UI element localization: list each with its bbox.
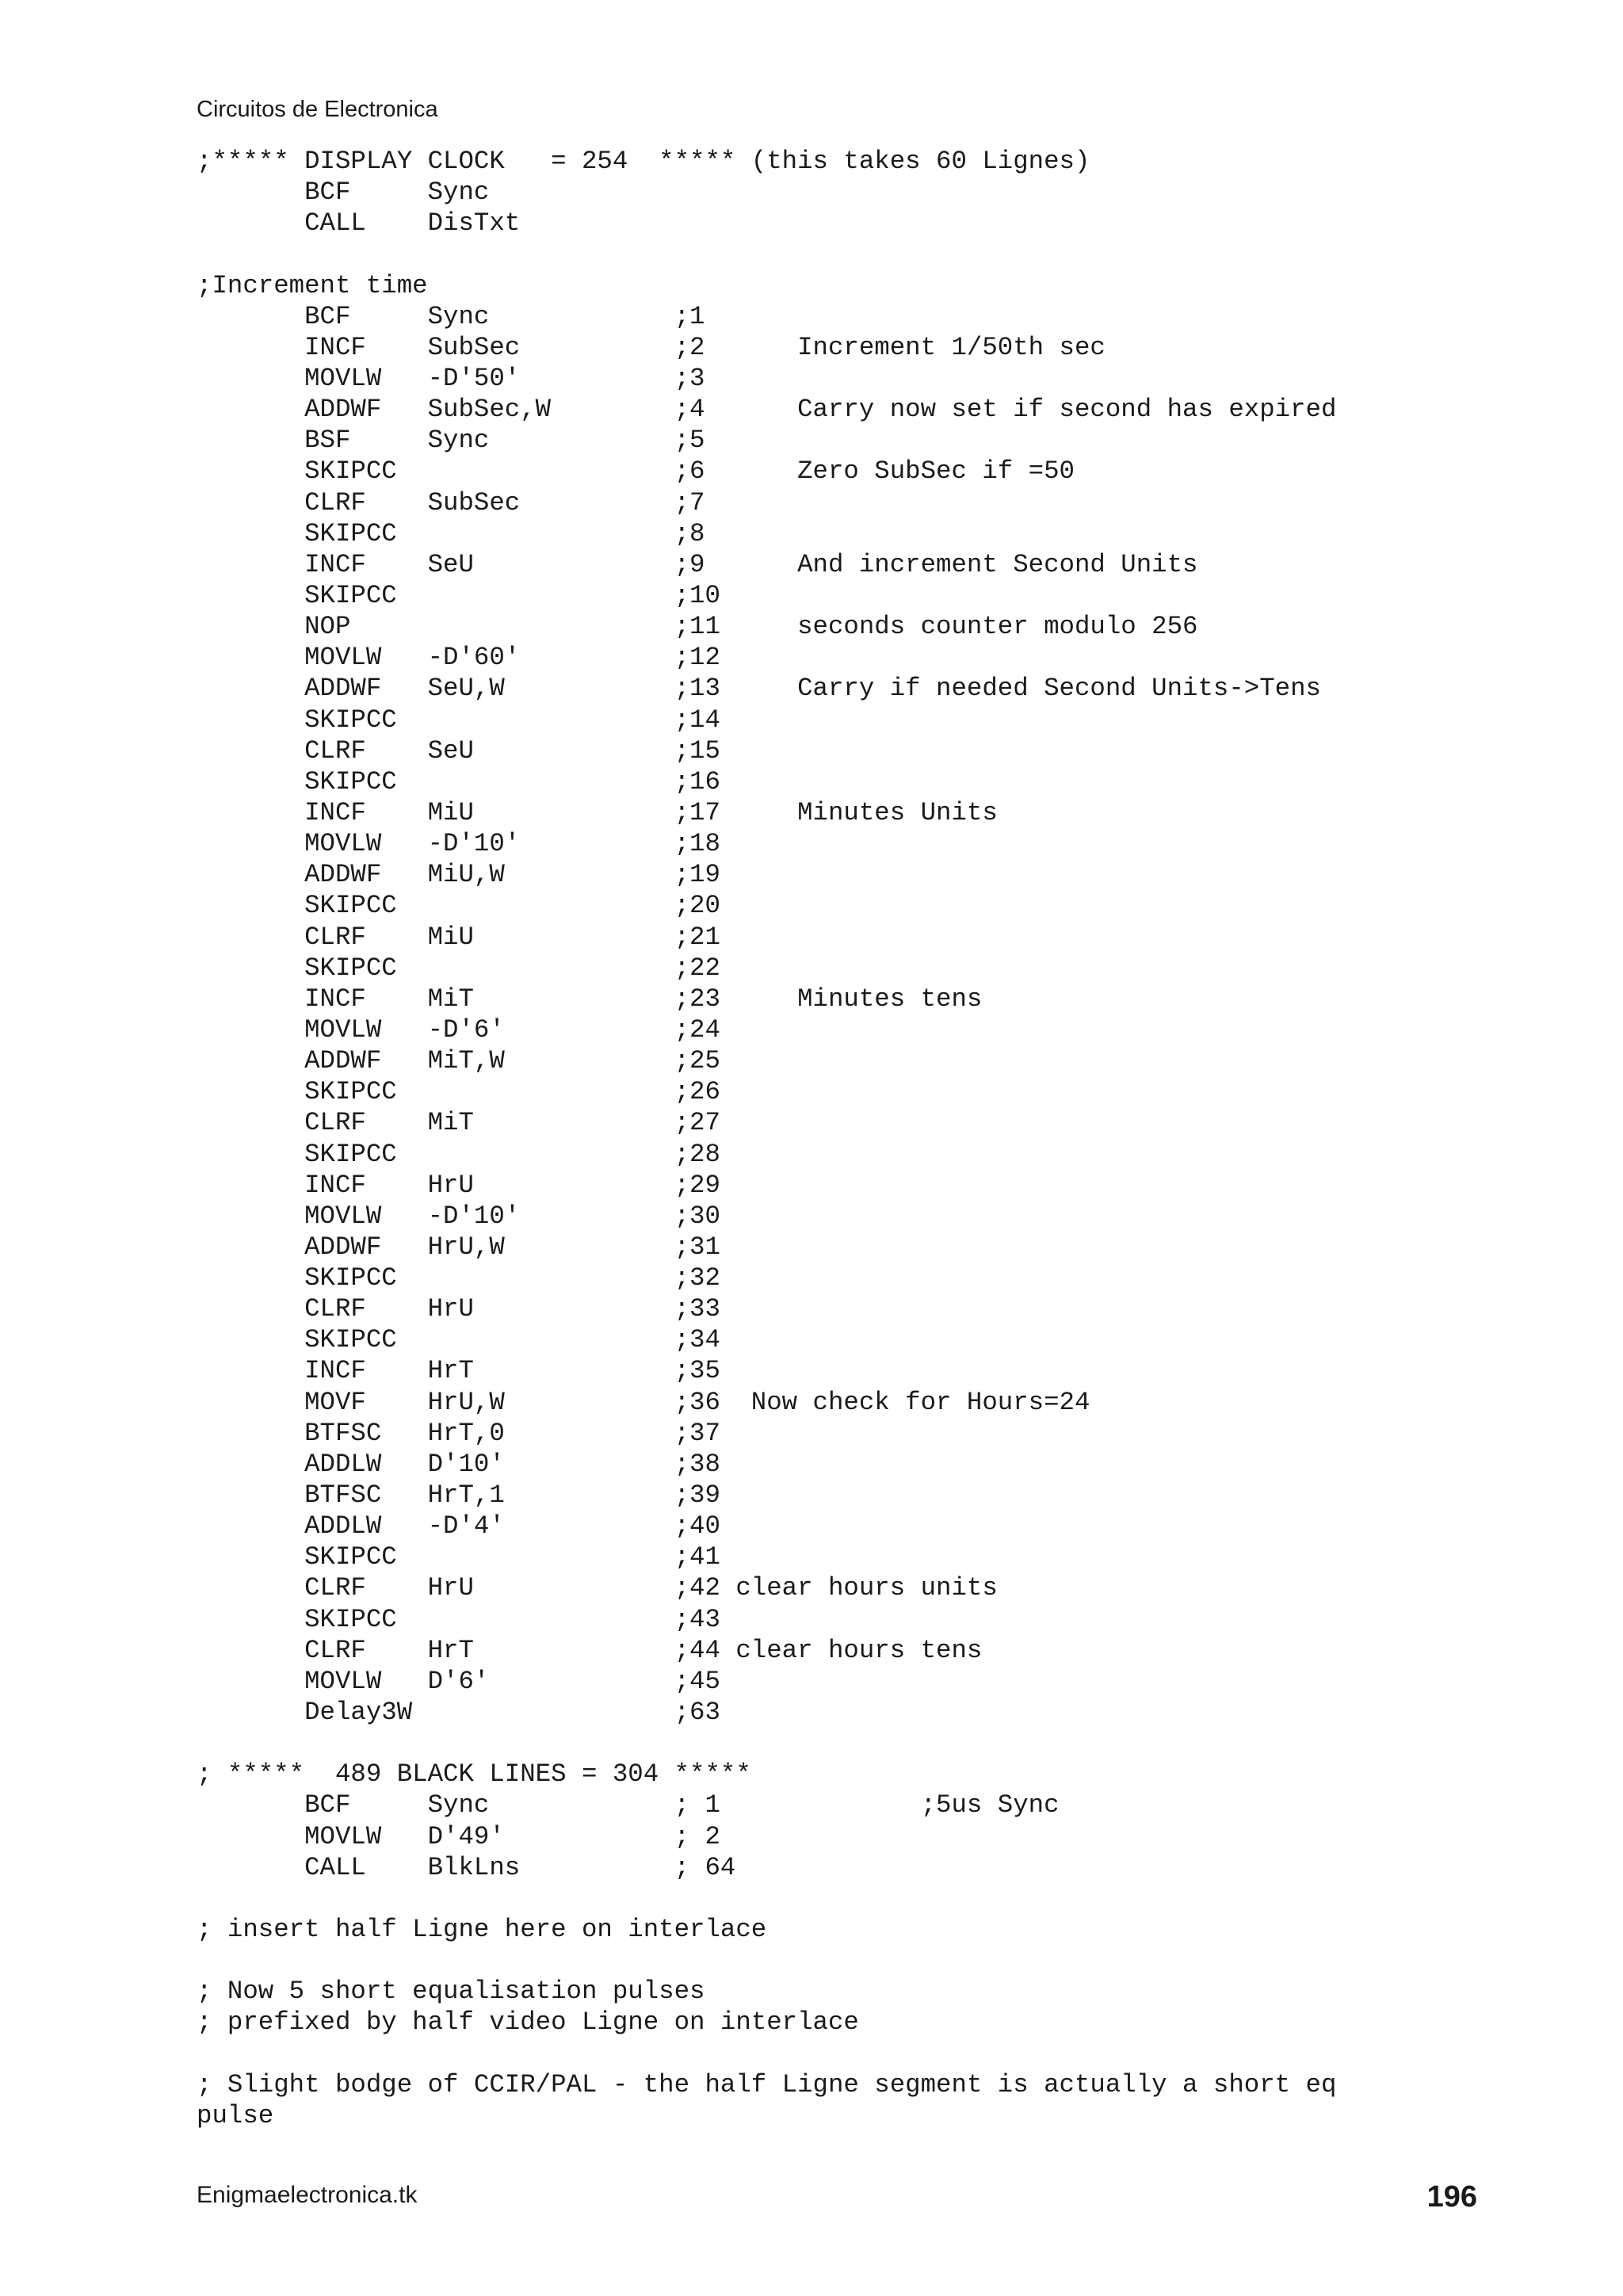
code-line: SKIPCC ;41	[197, 1542, 720, 1572]
code-line: CALL DisTxt	[197, 208, 521, 239]
code-line: SKIPCC ;10	[197, 580, 720, 610]
code-line: CLRF SubSec ;7	[197, 487, 705, 518]
code-line: BTFSC HrT,0 ;37	[197, 1418, 720, 1448]
code-line: NOP ;11 seconds counter modulo 256	[197, 612, 1198, 642]
code-line: ; Now 5 short equalisation pulses	[197, 1977, 705, 2007]
code-line: CLRF HrU ;33	[197, 1294, 720, 1324]
code-line: CLRF MiU ;21	[197, 922, 720, 952]
code-line: MOVF HrU,W ;36 Now check for Hours=24	[197, 1387, 1090, 1417]
page-header-title: Circuitos de Electronica	[197, 97, 438, 122]
code-line: INCF MiU ;17 Minutes Units	[197, 797, 998, 827]
code-blank-line	[197, 2038, 1336, 2069]
code-line: CLRF SeU ;15	[197, 735, 720, 766]
code-line: SKIPCC ;34	[197, 1325, 720, 1355]
code-line: ADDLW D'10' ;38	[197, 1449, 720, 1479]
code-line: ; Slight bodge of CCIR/PAL - the half Ligne segment is actually a short eq	[197, 2069, 1337, 2099]
code-line: MOVLW -D'60' ;12	[197, 643, 720, 673]
code-line: ADDWF SubSec,W ;4 Carry now set if second has expired	[197, 395, 1337, 425]
code-line: Delay3W ;63	[197, 1698, 720, 1728]
code-line: pulse	[197, 2100, 274, 2130]
code-line: ADDWF HrU,W ;31	[197, 1232, 720, 1262]
code-blank-line	[197, 1883, 1336, 1914]
code-line: CLRF HrT ;44 clear hours tens	[197, 1635, 983, 1665]
code-line: MOVLW D'6' ;45	[197, 1666, 720, 1696]
code-line: INCF MiT ;23 Minutes tens	[197, 984, 983, 1014]
code-line: ; prefixed by half video Ligne on interlace	[197, 2008, 859, 2038]
code-line: ; insert half Ligne here on interlace	[197, 1915, 767, 1945]
code-line: SKIPCC ;8	[197, 518, 705, 548]
code-line: CLRF HrU ;42 clear hours units	[197, 1573, 998, 1603]
code-line: INCF SeU ;9 And increment Second Units	[197, 549, 1198, 579]
code-line: INCF SubSec ;2 Increment 1/50th sec	[197, 332, 1106, 362]
code-line: SKIPCC ;16	[197, 766, 720, 797]
code-line: ADDWF SeU,W ;13 Carry if needed Second Units->Tens	[197, 674, 1321, 704]
code-line: SKIPCC ;28	[197, 1139, 720, 1169]
code-line: INCF HrU ;29	[197, 1170, 720, 1200]
code-line: SKIPCC ;6 Zero SubSec if =50	[197, 457, 1075, 487]
code-line: BTFSC HrT,1 ;39	[197, 1480, 720, 1511]
code-line: BCF Sync ;1	[197, 301, 705, 331]
code-line: ADDWF MiU,W ;19	[197, 860, 720, 890]
code-line: SKIPCC ;14	[197, 705, 720, 735]
code-line: ;Increment time	[197, 270, 428, 300]
code-line: SKIPCC ;32	[197, 1263, 720, 1293]
code-line: MOVLW D'49' ; 2	[197, 1821, 720, 1851]
code-line: ;***** DISPLAY CLOCK = 254 ***** (this takes 60 Lignes)	[197, 147, 1090, 176]
code-line: MOVLW -D'6' ;24	[197, 1014, 720, 1045]
code-line: ADDWF MiT,W ;25	[197, 1046, 720, 1076]
code-blank-line	[197, 1728, 1336, 1759]
code-line: BCF Sync	[197, 178, 490, 208]
page-number: 196	[1426, 2180, 1477, 2214]
code-line: CLRF MiT ;27	[197, 1108, 720, 1138]
code-line: MOVLW -D'50' ;3	[197, 363, 705, 393]
code-blank-line	[197, 1945, 1336, 1976]
code-blank-line	[197, 239, 1336, 269]
code-line: SKIPCC ;20	[197, 891, 720, 921]
code-line: MOVLW -D'10' ;30	[197, 1201, 720, 1231]
code-line: BSF Sync ;5	[197, 426, 705, 456]
code-line: CALL BlkLns ; 64	[197, 1852, 736, 1882]
code-line: BCF Sync ; 1 ;5us Sync	[197, 1790, 1060, 1820]
code-line: SKIPCC ;26	[197, 1077, 720, 1107]
code-line: SKIPCC ;22	[197, 953, 720, 983]
footer-site-name: Enigmaelectronica.tk	[197, 2182, 418, 2208]
code-line: INCF HrT ;35	[197, 1356, 720, 1386]
code-line: ADDLW -D'4' ;40	[197, 1511, 720, 1541]
code-listing	[197, 146, 1336, 2131]
code-line: SKIPCC ;43	[197, 1604, 720, 1634]
code-line: ; ***** 489 BLACK LINES = 304 *****	[197, 1759, 751, 1790]
code-line: MOVLW -D'10' ;18	[197, 829, 720, 859]
